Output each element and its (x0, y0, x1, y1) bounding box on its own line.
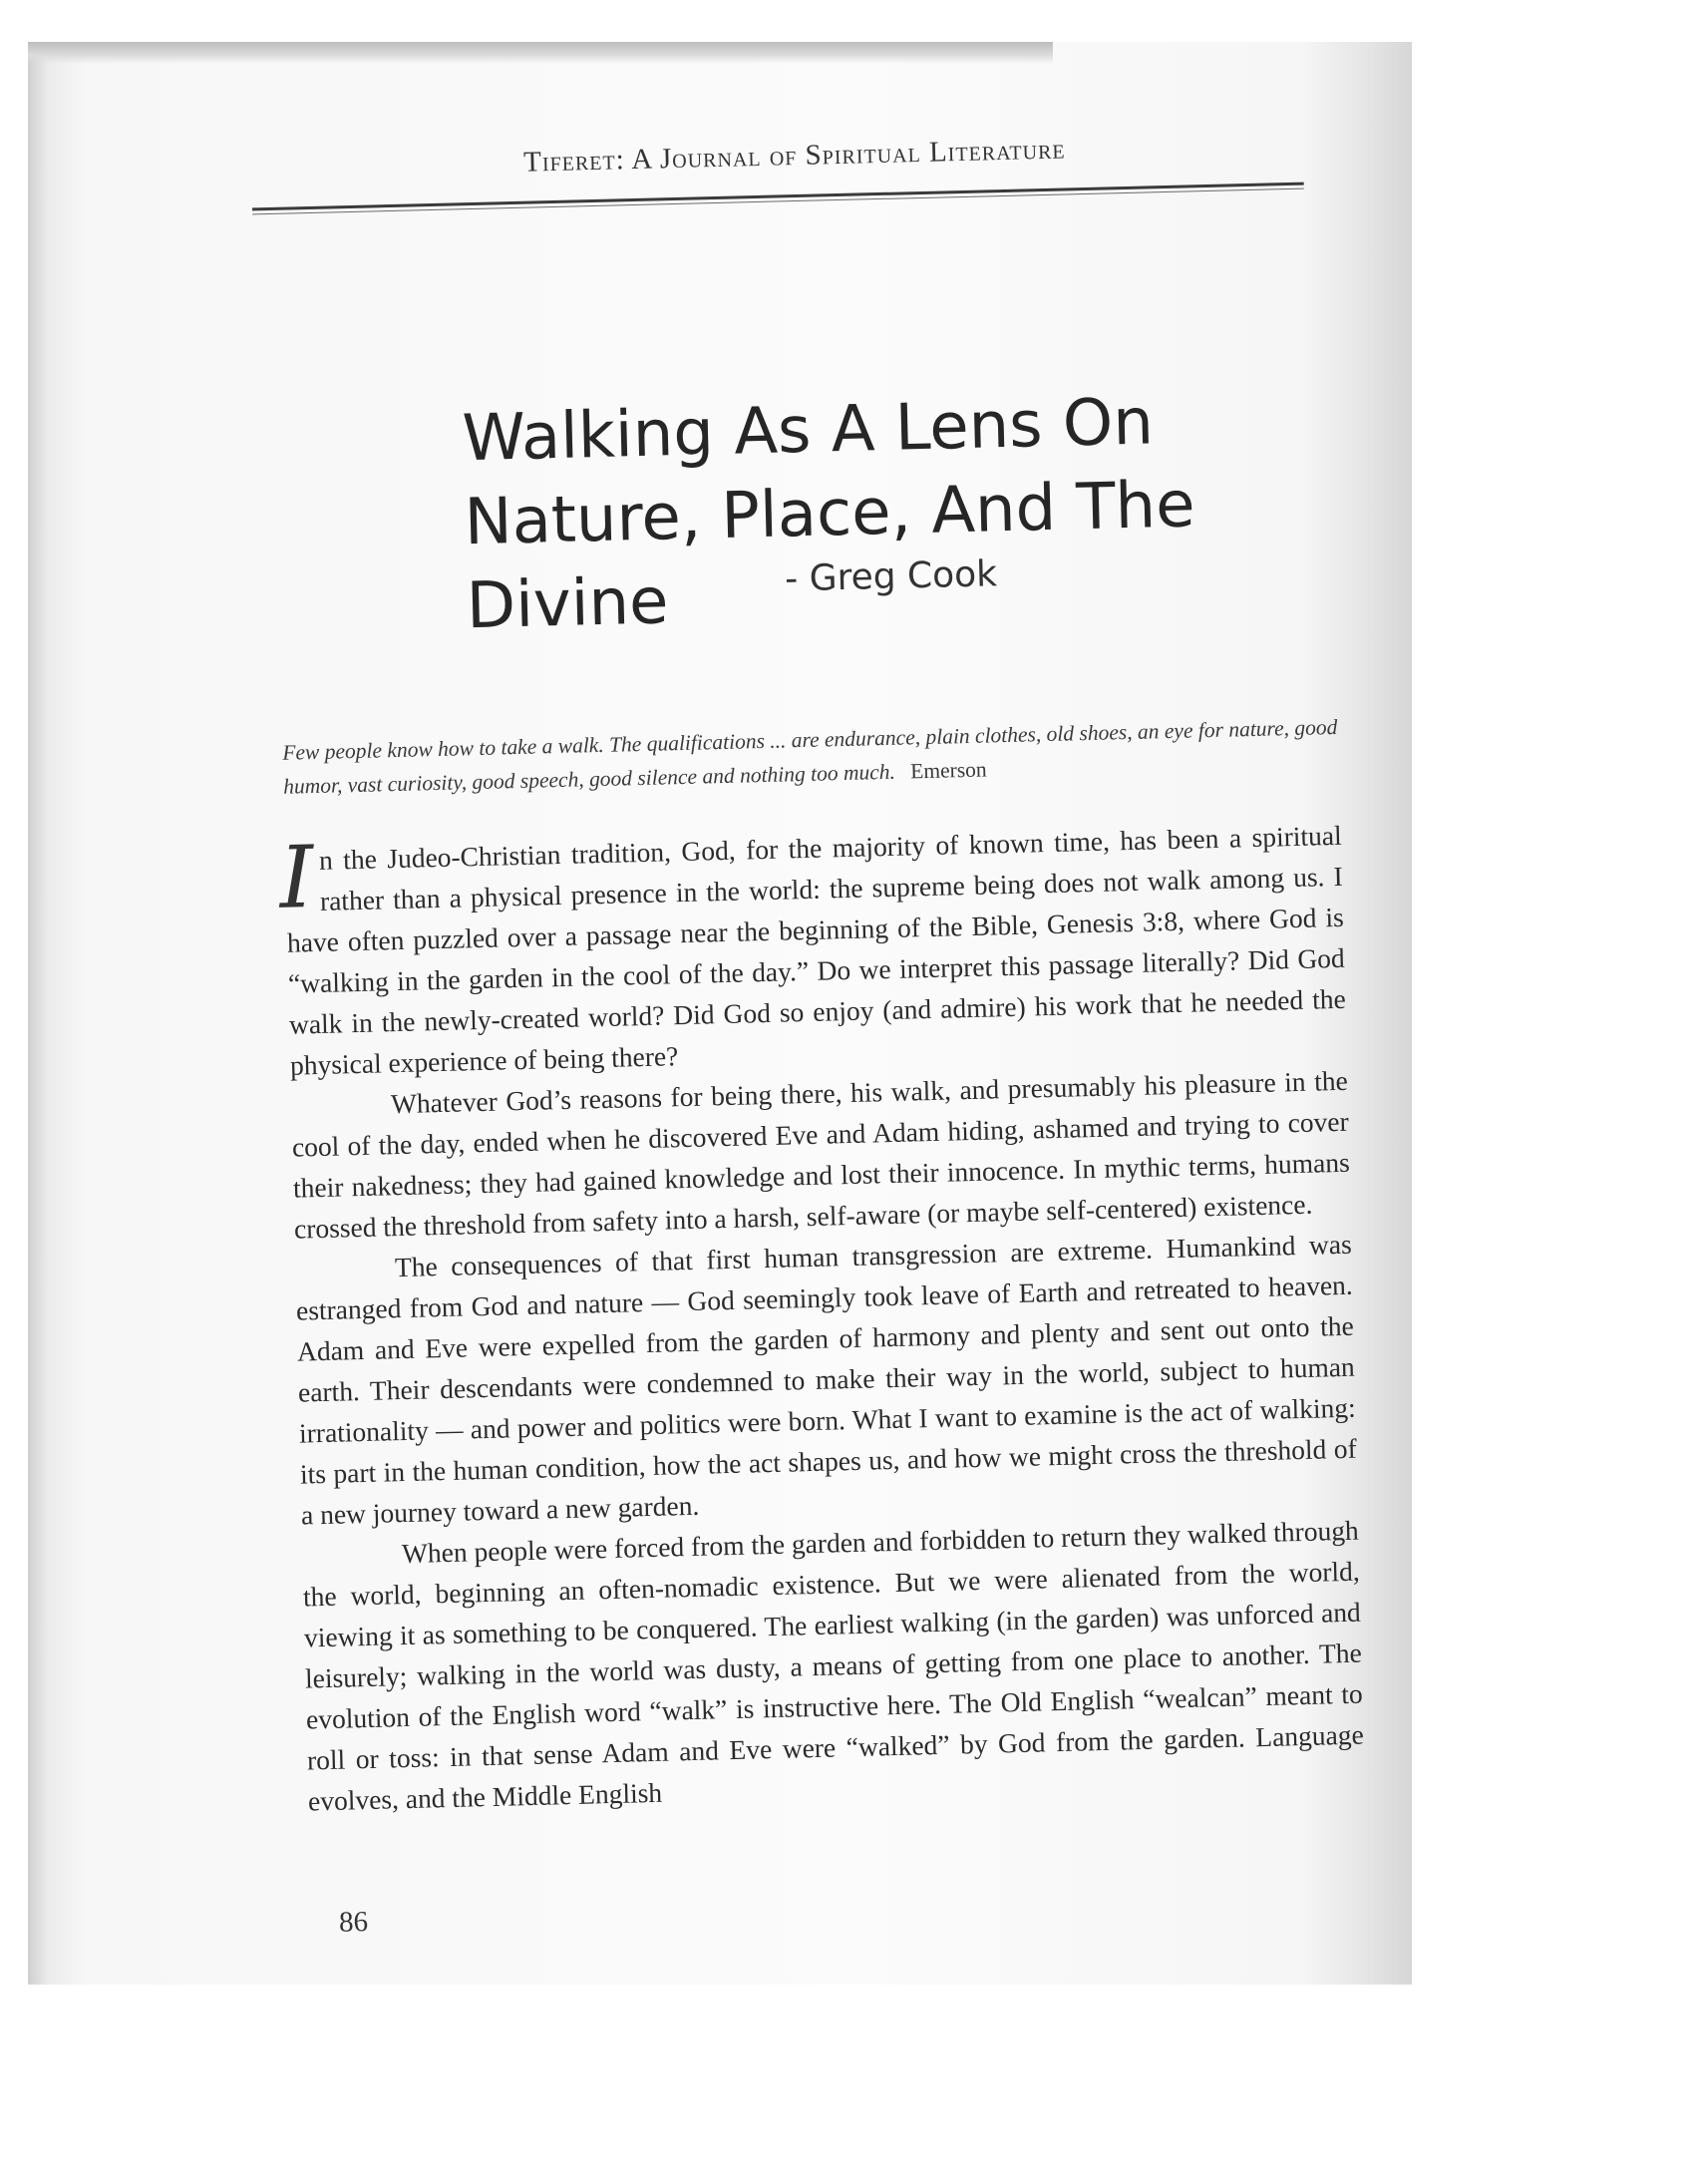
paragraph-4: When people were forced from the garden and forbidden to return they walked through the world, beginning an often-nomadic existence. But we were alienated from the world, viewing it as something to be conquered. The earliest walking (in the garden) was unforced and leisurely; walking in the world was dusty, a means of getting from one place to another. The evolution of the English word “walk” is instructive here. The Old English “wealcan” meant to roll or toss: in that sense Adam and Eve were “walked” by God from the garden. Language evolves, and the Middle English (302, 1514, 1365, 1817)
article-body (278, 815, 1365, 1822)
paragraph-3: The consequences of that first human transgression are extreme. Humankind was estranged from God and nature — God seemingly took leave of Earth and retreated to heaven. Adam and Eve were expelled from the garden of harmony and plenty and sent out onto the earth. Their descendants were condemned to make their way in the world, subject to human irrationality — and power and politics were born. What I want to examine is the act of walking: its part in the human condition, how the act shapes us, and how we might cross the threshold of a new journey toward a new garden. (295, 1228, 1358, 1531)
drop-cap: I (278, 828, 315, 928)
header-rule-thin (252, 188, 1304, 215)
scanned-page (28, 42, 1412, 1985)
paragraph-1-text: n the Judeo-Christian tradition, God, for the majority of known time, has been a spiritual rather than a physical presence in the world: the supreme being does not walk among us. I have often puzzled over a passage near the beginning of the Bible, Genesis 3:8, where God is “walking in the garden in the cool of the day.” Do we interpret this passage literally? Did God walk in the newly-created world? Did God so enjoy (and admire) his work that he needed the physical experience of being there? (286, 819, 1347, 1081)
epigraph-attribution: Emerson (909, 757, 987, 784)
paragraph-2: Whatever God’s reasons for being there, his walk, and presumably his pleasure in the cool of the day, ended when he discovered Eve and Adam hiding, ashamed and trying to cover their nakedness; they had gained knowledge and lost their innocence. In mythic terms, humans crossed the threshold from safety into a harsh, self-aware (or maybe self-centered) existence. (291, 1064, 1351, 1245)
title-line-1: Walking As A Lens On (461, 385, 1155, 477)
header-rule-thick (252, 182, 1304, 211)
byline: - Greg Cook (784, 553, 998, 600)
article-title (462, 377, 1315, 649)
running-head: Tiferet: A Journal of Spiritual Literature (522, 133, 1066, 179)
page-content (28, 42, 1412, 1985)
page-number: 86 (338, 1906, 369, 1939)
title-line-2: Nature, Place, And The Divine (463, 468, 1196, 644)
epigraph-quote: Few people know how to take a walk. The qualifications ... are endurance, plain clothes, old shoes, an eye for nature, good humor, vast curiosity, good speech, good silence and nothing too much. (282, 714, 1338, 799)
paragraph-1 (278, 815, 1347, 1086)
epigraph (282, 710, 1340, 804)
